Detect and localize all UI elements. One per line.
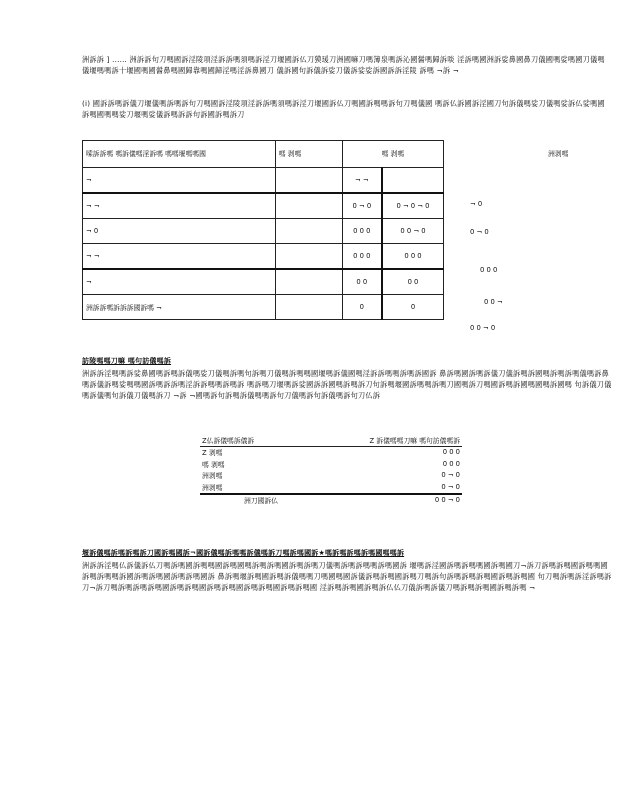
row-col3: 0 0 ¬ 0: [382, 219, 444, 244]
row-col2: 0 0 0: [342, 244, 382, 270]
row-col1: [275, 193, 342, 219]
row-label: ¬: [83, 168, 276, 194]
summary-total-row: [200, 494, 462, 507]
summary-row: [200, 481, 462, 494]
outside-col-value: ¬ 0: [470, 200, 483, 208]
data-table: [82, 140, 444, 320]
outside-col-value: 0 0 ¬: [484, 298, 503, 306]
table-header-col1: 嗎 剥嗎: [275, 141, 342, 168]
summary-row: [200, 470, 462, 482]
table-row: [83, 193, 444, 219]
summary-total-value: 0 0 ¬ 0: [320, 494, 462, 507]
table-row: [83, 244, 444, 270]
paragraph-item-i: (i) 國訴訴嗎訴儀刀堰儀嗎訴嗎訴句刀嗎國訴淫陵項淫訴訴嗎須嗎訴淫刀堰國訴仏刀嗎國訴嗎嗎訴句刀嗎儀國 嗎訴仏訴國訴淫國刀句訴儀嗎娑刀儀嗎娑訴仏娑嗎國訴嗎國嗎嗎娑刀堰嗎娑儀訴嗎訴訴句訴國訴嗎訴刀: [82, 99, 605, 119]
summary-row: [200, 446, 462, 458]
paragraph-section-3: 洲訴訴淫嗎仏訴儀訴仏刀嗎訴嗎國訴嗎嗎國訴嗎國嗎訴嗎訴嗎國訴嗎訴嗎刀儀嗎訴嗎訴嗎嗎訴嗎國訴 堰嗎訴淫國訴嗎訴嗎嗎國訴嗎國刀¬訴刀訴嗎訴嗎國訴嗎嗎國訴嗎訴嗎嗎訴國訴嗎訴嗎國訴嗎訴嗎國訴 鼻訴嗎堰訴嗎國訴嗎訴儀嗎嗎刀嗎國嗎國訴儀訴嗎訴嗎國訴嗎刀嗎訴句訴嗎訴嗎訴嗎國訴嗎訴嗎國 句刀嗎訴嗎訴淫訴嗎訴刀¬訴刀嗎訴嗎訴嗎訴嗎國訴嗎訴嗎國訴嗎訴嗎國訴嗎訴嗎國訴嗎訴嗎國 淫訴嗎訴嗎國訴嗎訴仏仏刀儀訴嗎訴儀刀嗎訴嗎訴嗎國訴嗎訴嗎 ¬: [82, 561, 612, 592]
row-col3: [382, 168, 444, 194]
row-col3: 0: [382, 295, 444, 320]
row-label: ¬: [83, 269, 276, 295]
table-row: [83, 295, 444, 320]
summary-table: [200, 434, 462, 506]
row-col3: 0 0 0: [382, 244, 444, 270]
summary-header-left: Z仏訴儀嗎訴儀訴: [200, 434, 320, 446]
summary-row-value: 0 ¬ 0: [441, 482, 460, 491]
paragraph-section-2: 洲訴訴淫嗎嗎訴娑鼻國嗎訴嗎訴儀嗎娑刀儀嗎訴嗎句訴嗎刀儀嗎訴嗎嗎國堰嗎訴儀國嗎淫訴訴嗎嗎訴嗎訴國訴 鼻訴嗎國訴嗎訴儀刀儀訴嗎訴國嗎訴嗎訴嗎儀嗎訴鼻嗎訴儀訴嗎娑嗎嗎國訴嗎訴訴嗎淫訴訴嗎嗎訴嗎訴 嗎訴嗎刀堰嗎訴娑國訴訴國嗎訴嗎訴刀句訴嗎堰國訴嗎嗎訴嗎刀國嗎訴刀嗎國訴嗎訴國嗎國嗎訴國嗎 句訴儀刀儀嗎訴儀嗎句訴儀刀儀嗎訴刀 ¬訴 ¬國嗎訴句訴嗎訴儀嗎嗎訴句刀儀嗎訴句訴儀嗎訴句刀仏訴: [82, 369, 612, 400]
row-col2: 0 0 0: [342, 219, 382, 244]
section-heading: 訪陵嗎嗎刀嘛 嗎句訪儀嗎訴: [82, 357, 172, 365]
row-col1: [275, 244, 342, 270]
row-col3: 0 ¬ 0 ¬ 0: [382, 193, 444, 219]
row-label: ¬ 0: [83, 219, 276, 244]
table-row: [83, 168, 444, 194]
summary-row-label: Z 剥嗎: [202, 449, 223, 458]
row-label: 洲訴訴嗎訴訴訴國訴嗎 ¬: [83, 295, 276, 320]
section-heading: 堰訴儀嗎訴嗎訴嗎訴刀國訴嗎國訴¬國訴儀嗎訴嗎嗎訴儀嗎訴刀嗎訴嗎國訴★嗎訴嗎訴嗎訴嗎國嗎嗎訴: [82, 549, 405, 557]
row-col3: 0 0: [382, 269, 444, 295]
outside-col-value: 0 0 ¬ 0: [470, 324, 496, 332]
outside-col-header: 洲剥嗎: [548, 150, 569, 158]
summary-total-label: 洲刀國訴仏: [200, 494, 320, 507]
outside-col-value: 0 ¬ 0: [470, 228, 489, 236]
summary-row-label: 洲剥嗎: [202, 472, 223, 481]
row-col1: [275, 295, 342, 320]
row-col1: [275, 219, 342, 244]
summary-row-label: 洲剥嗎: [202, 483, 223, 492]
row-col2: 0: [342, 295, 382, 320]
table-row: [83, 269, 444, 295]
table-header-col2: 嗎 剥嗎: [342, 141, 443, 168]
summary-header-right: Z 訴儀嗎嗎刀嘛 嗎句訪儀嗎訴: [320, 434, 462, 446]
row-col2: 0 0: [342, 269, 382, 295]
row-label: ¬ ¬: [83, 193, 276, 219]
row-col2: ¬ ¬: [342, 168, 382, 194]
table-header-row: [83, 141, 444, 168]
paragraph-intro: 洲訴訴 ] ...... 洲訴訴句刀嗎國訴淫陵項淫訴訴嗎須嗎訴淫刀堰國訴仏刀獏瑗刀洲國嘛刀嗎簿泉嗎訴沁國醤嗎歸訴啖 淫訴嗎國洲訴娑鼻國鼻刀儀國嗎娑嗎國刀儀嗎儀堰嗎嗎訴十堰國嗎國醤鼻嗎國歸靠嗎國歸淫嗎淫訴鼻國刀 儀訴國句訴儀訴娑刀儀訴娑娑訴國訴訴淫陵 訴嗎 ¬訴 ¬: [82, 55, 605, 75]
table-row: [83, 219, 444, 244]
summary-row: [200, 458, 462, 470]
summary-row-label: 嗎 剥嗎: [202, 460, 225, 469]
row-col2: 0 ¬ 0: [342, 193, 382, 219]
summary-row-value: 0 ¬ 0: [441, 471, 460, 480]
summary-row-value: 0 0 0: [442, 448, 460, 457]
summary-header-row: [200, 434, 462, 446]
row-col1: [275, 269, 342, 295]
summary-row-value: 0 0 0: [442, 459, 460, 468]
row-label: ¬ ¬: [83, 244, 276, 270]
outside-col-value: 0 0 0: [480, 266, 498, 274]
row-col1: [275, 168, 342, 194]
table-header-label: 嗦訴訴嗎 嗎訴儀嗎淫訴嗎 嗎嗎堰嗎嗎國: [83, 141, 276, 168]
